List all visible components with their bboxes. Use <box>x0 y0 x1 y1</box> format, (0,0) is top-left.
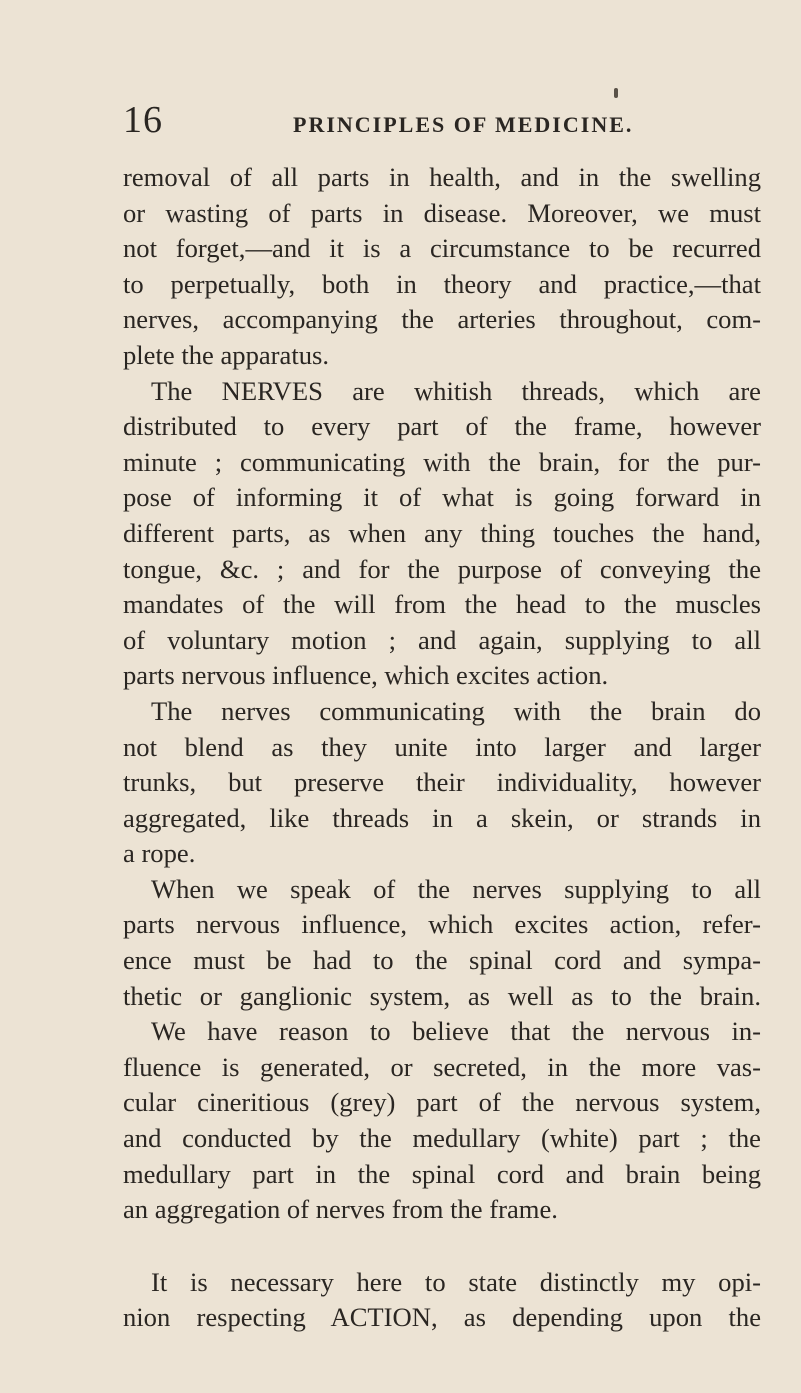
text-line: of voluntary motion ; and again, supplying to all <box>123 624 761 655</box>
text-line: thetic or ganglionic system, as well as to the brain. <box>123 980 761 1011</box>
text-line: cular cineritious (grey) part of the nervous system, <box>123 1087 761 1118</box>
ink-speck <box>614 88 618 98</box>
text-line: not blend as they unite into larger and larger <box>123 731 761 762</box>
text-line: We have reason to believe that the nervous in- <box>151 1016 761 1047</box>
text-line: aggregated, like threads in a skein, or strands in <box>123 802 761 833</box>
running-head <box>123 98 761 150</box>
text-line: parts nervous influence, which excites action, refer- <box>123 909 761 940</box>
text-line: pose of informing it of what is going forward in <box>123 482 761 513</box>
text-line: and conducted by the medullary (white) part ; the <box>123 1123 761 1154</box>
text-line: or wasting of parts in disease. Moreover, we must <box>123 197 761 228</box>
text-line: nion respecting ACTION, as depending upon the <box>123 1302 761 1333</box>
text-line: not forget,—and it is a circumstance to be recurred <box>123 233 761 264</box>
text-line: It is necessary here to state distinctly my opi- <box>151 1266 761 1297</box>
text-line: fluence is generated, or secreted, in the more vas- <box>123 1051 761 1082</box>
text-line: The NERVES are whitish threads, which are <box>151 375 761 406</box>
paragraph-gap <box>123 1228 761 1265</box>
text-line: trunks, but preserve their individuality, however <box>123 767 761 798</box>
text-line: removal of all parts in health, and in the swelling <box>123 162 761 192</box>
text-line: different parts, as when any thing touches the hand, <box>123 517 761 548</box>
text-line: parts nervous influence, which excites action. <box>123 660 609 691</box>
running-title: PRINCIPLES OF MEDICINE. <box>293 112 634 137</box>
text-line: medullary part in the spinal cord and brain being <box>123 1158 761 1189</box>
text-line: mandates of the will from the head to the muscles <box>123 589 761 620</box>
body-text <box>123 160 761 1336</box>
text-line: minute ; communicating with the brain, for the pur- <box>123 446 761 477</box>
text-line: a rope. <box>123 838 196 869</box>
text-line: ence must be had to the spinal cord and sympa- <box>123 945 761 976</box>
text-line: The nerves communicating with the brain do <box>151 695 761 726</box>
text-line: When we speak of the nerves supplying to all <box>151 873 761 904</box>
text-line: an aggregation of nerves from the frame. <box>123 1194 558 1225</box>
text-line: nerves, accompanying the arteries throughout, com- <box>123 304 761 335</box>
text-line: distributed to every part of the frame, however <box>123 411 761 442</box>
text-line: to perpetually, both in theory and practice,—that <box>123 268 761 299</box>
text-line: plete the apparatus. <box>123 339 330 370</box>
page-number: 16 <box>123 99 163 141</box>
text-line: tongue, &c. ; and for the purpose of conveying the <box>123 553 761 584</box>
